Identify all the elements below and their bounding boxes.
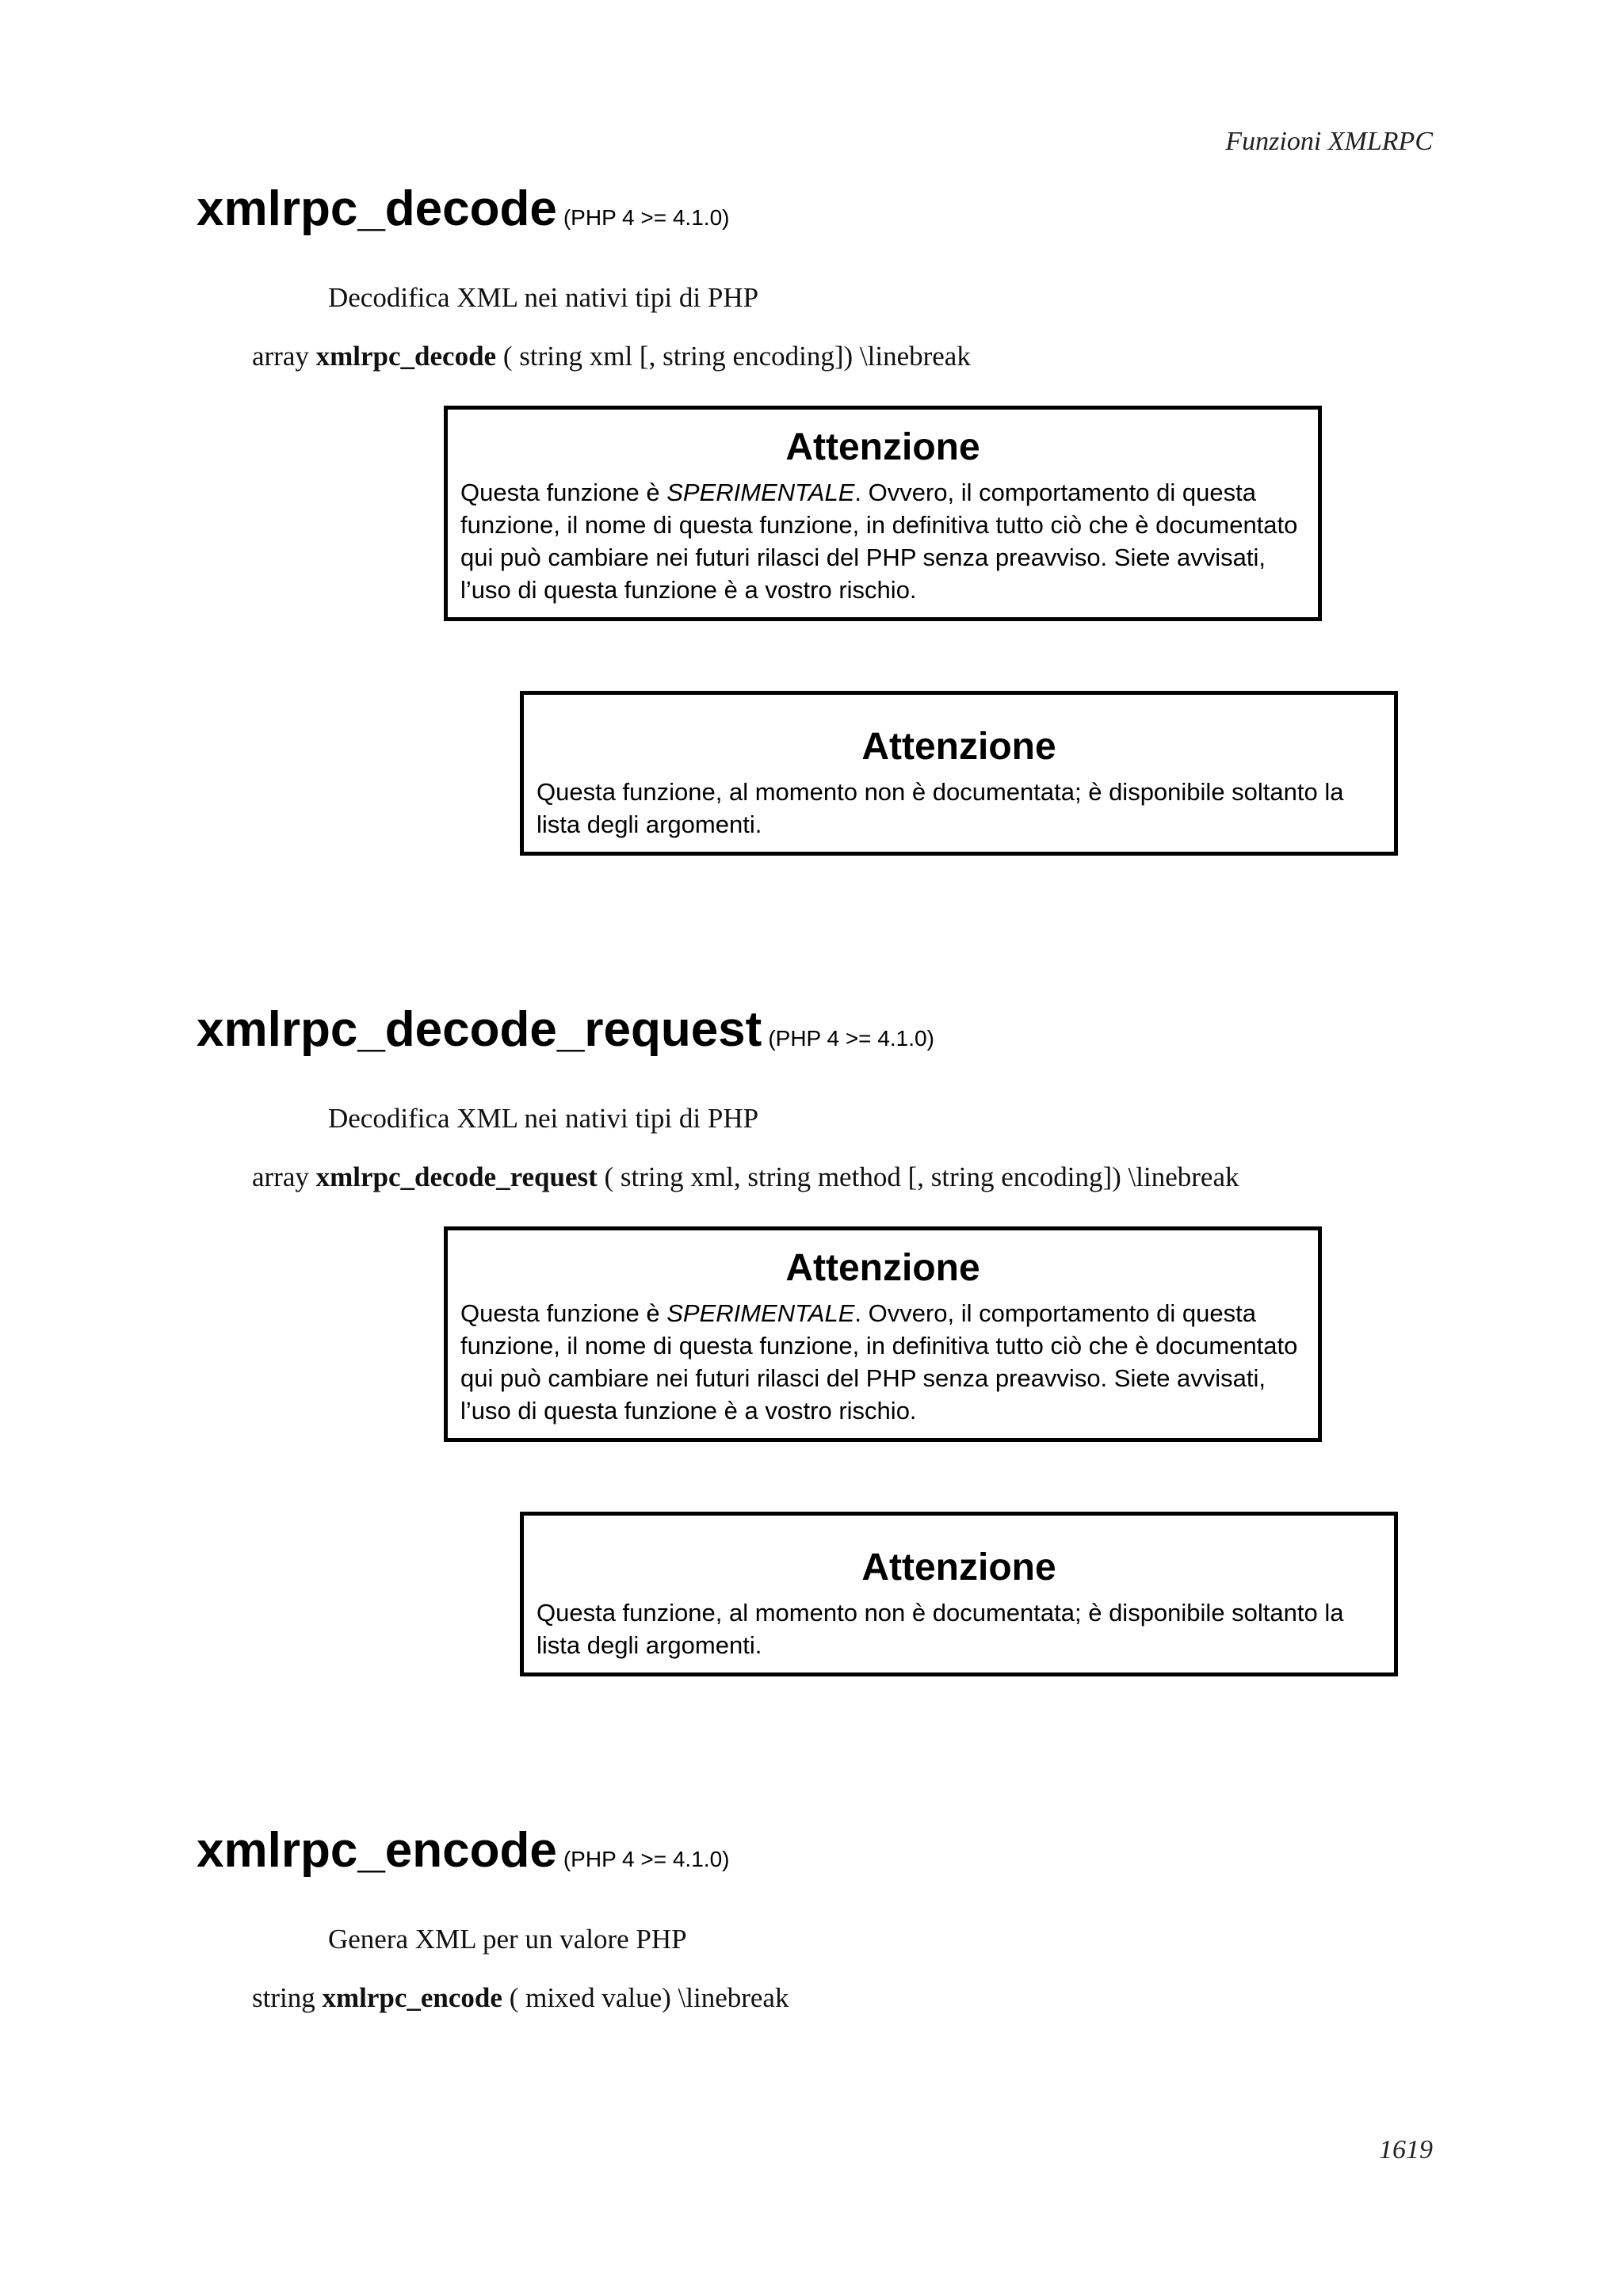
function-description: Decodifica XML nei nativi tipi di PHP: [328, 1103, 759, 1134]
page-number: 1619: [1379, 2135, 1433, 2164]
synopsis-return-type: array: [252, 1161, 316, 1192]
synopsis-params: ( string xml [, string encoding]) \linebreak: [496, 341, 971, 372]
synopsis-params: ( string xml, string method [, string encoding]) \linebreak: [597, 1161, 1239, 1192]
synopsis-function-name: xmlrpc_decode: [315, 341, 497, 372]
warning-title: Attenzione: [785, 1247, 980, 1289]
warning-title: Attenzione: [861, 1547, 1056, 1589]
function-version: (PHP 4 >= 4.1.0): [563, 1847, 730, 1871]
function-heading: [197, 1001, 934, 1058]
synopsis-function-name: xmlrpc_encode: [322, 1982, 502, 2013]
experimental-warning-box: [444, 1226, 1322, 1442]
function-description: Genera XML per un valore PHP: [328, 1924, 687, 1955]
undocumented-warning-box: [520, 691, 1398, 856]
synopsis-function-name: xmlrpc_decode_request: [315, 1161, 598, 1192]
synopsis-return-type: array: [252, 341, 316, 372]
warning-text-after: . Ovvero, il comportamento di questa funzione, il nome di questa funzione, in definitiva tutto ciò che è documentato qui può cambiare nei futuri rilasci del PHP senza preavviso. Siete avvisati, l’uso di questa funzione è a vostro rischio.: [460, 479, 1298, 604]
function-synopsis: [252, 341, 971, 372]
function-name: xmlrpc_decode: [197, 181, 557, 236]
warning-emphasis: SPERIMENTALE: [666, 1299, 855, 1327]
warning-emphasis: SPERIMENTALE: [666, 479, 855, 506]
function-synopsis: [252, 1161, 1239, 1193]
warning-text-after: . Ovvero, il comportamento di questa funzione, il nome di questa funzione, in definitiva tutto ciò che è documentato qui può cambiare nei futuri rilasci del PHP senza preavviso. Siete avvisati, l’uso di questa funzione è a vostro rischio.: [460, 1299, 1298, 1425]
warning-text: [460, 1297, 1305, 1427]
undocumented-warning-box: [520, 1512, 1398, 1676]
experimental-warning-box: [444, 406, 1322, 621]
warning-text: Questa funzione, al momento non è documentata; è disponibile soltanto la lista degli argomenti.: [537, 1599, 1344, 1659]
synopsis-return-type: string: [252, 1982, 323, 2013]
function-version: (PHP 4 >= 4.1.0): [563, 205, 730, 230]
warning-text-before: Questa funzione è: [460, 1299, 667, 1327]
function-name: xmlrpc_encode: [197, 1823, 557, 1878]
function-name: xmlrpc_decode_request: [197, 1002, 762, 1057]
warning-title: Attenzione: [861, 726, 1056, 768]
warning-text-before: Questa funzione è: [460, 479, 667, 506]
function-heading: [197, 1822, 729, 1878]
function-heading: [197, 181, 729, 237]
warning-title: Attenzione: [785, 426, 980, 468]
warning-text: [460, 476, 1305, 606]
warning-text: Questa funzione, al momento non è documentata; è disponibile soltanto la lista degli argomenti.: [537, 778, 1344, 838]
function-description: Decodifica XML nei nativi tipi di PHP: [328, 282, 759, 313]
synopsis-params: ( mixed value) \linebreak: [502, 1982, 789, 2013]
running-header: Funzioni XMLRPC: [1225, 127, 1433, 156]
function-synopsis: [252, 1982, 789, 2014]
function-version: (PHP 4 >= 4.1.0): [768, 1026, 934, 1051]
